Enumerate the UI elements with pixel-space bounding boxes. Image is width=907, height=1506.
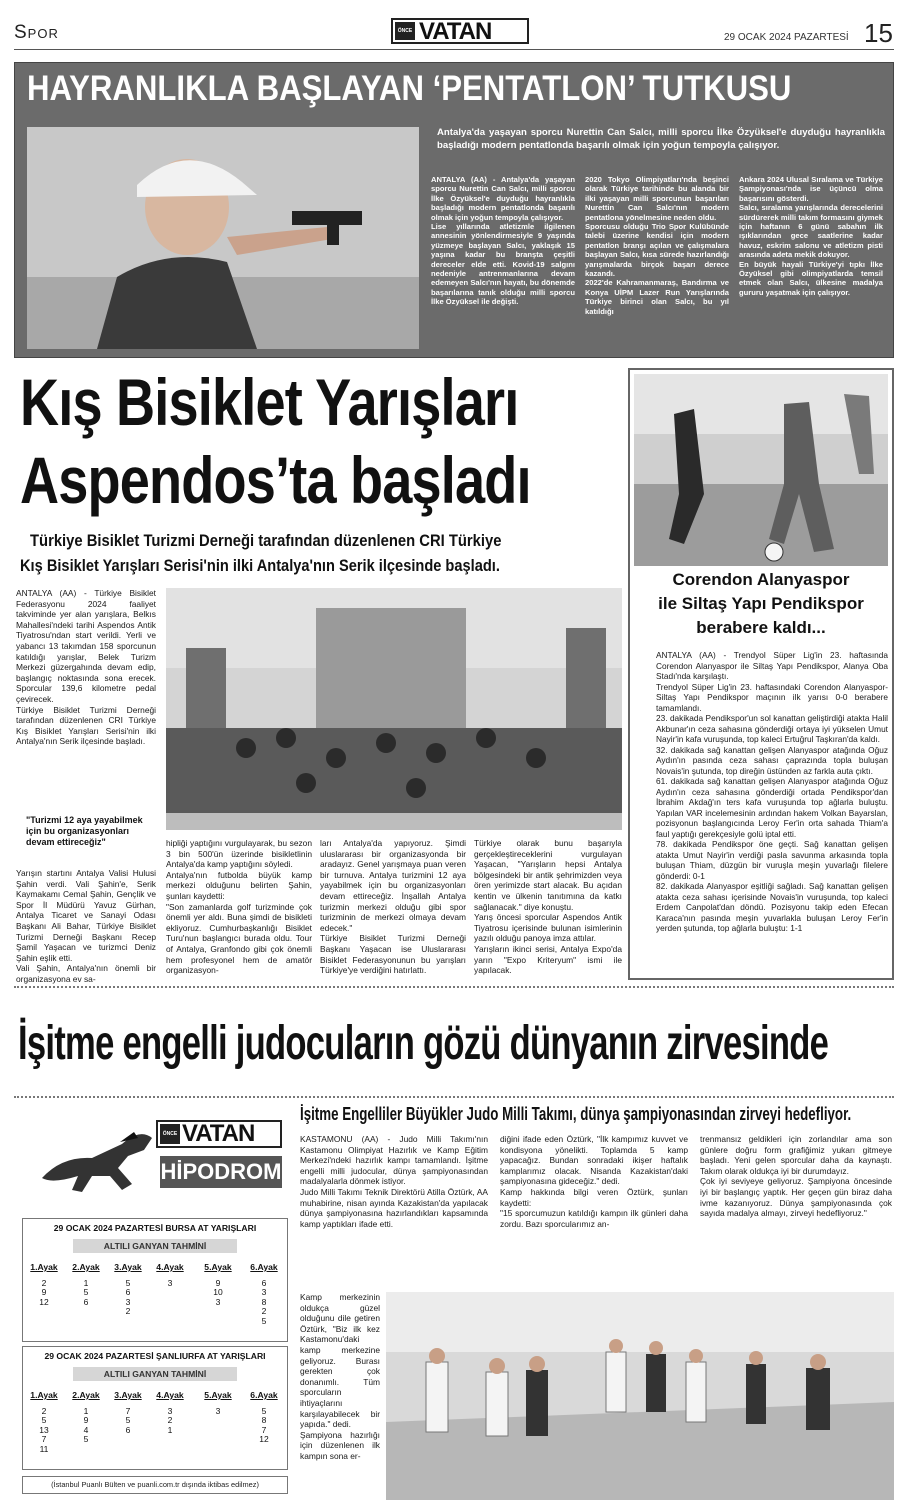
judo-col-1: KASTAMONU (AA) - Judo Milli Takımı'nın Kastamonu Olimpiyat Hazırlık ve Kamp Eğitim Merkezi'ndeki hazırlık kampı tamamlandı. İşitme engelli milli judocular, dünya şampiyonasından madalyalarla dönmek istiyor. Judo Milli Takımı Teknik Direktörü Atilla Öztürk, AA muhabirine, nisan ayında Kazakistan'da yapılacak dünya şampiyonasına hazırlandıkları kapsamında kamp yaptıkları ifade etti.: [300, 1134, 488, 1229]
shooter-illustration: [27, 127, 419, 349]
alanya-headline-2: ile Siltaş Yapı Pendikspor: [658, 594, 864, 613]
football-photo: [634, 374, 888, 566]
race-table-subtitle: ALTILI GANYAN TAHMİNİ: [73, 1367, 237, 1381]
race-table-cell: 3: [167, 1405, 173, 1416]
race-table-cell: 2: [41, 1405, 47, 1416]
vatan-logo: [391, 18, 529, 44]
date-line: 29 OCAK 2024 PAZARTESİ: [724, 32, 849, 43]
race-table-column: [113, 1263, 143, 1317]
race-table-cell: 5: [261, 1405, 267, 1416]
separator-top: [14, 986, 894, 988]
race-table-title: 29 OCAK 2024 PAZARTESİ BURSA AT YARIŞLARI: [53, 1223, 257, 1233]
bisiklet-col-4: Türkiye olarak bunu başarıyla gerçekleştireceklerini vurgulayan Yaşacan, "Yarışların hepsi Antalya bölgesindeki bir antik şehrimizden veya ören yerimizde start alacak. Bu açıdan kentin ve ülkenin tanıtımına da katkı sağlanacak." diye konuştu. Yarış öncesi sporcular Aspendos Antik Tiyatrosu içerisinde bulunan isimlerinin yazılı olduğu panoya imza attılar. Yarışların ikinci serisi, Antalya Expo'da yarın "Expo Kriteryum" ismi ile yapılacak.: [474, 838, 622, 976]
judo-col-1b: Kamp merkezinin oldukça güzel olduğunu dile getiren Öztürk, "Biz ilk kez Kastamonu'daki kamp merkezine geliyoruz. Burası gerekten çok donanımlı. Tüm sporcuların ihtiyaçlarını karşılayabilecek bir yapıda." dedi. Şampiyona hazırlığı için düzenlenen ilk kampın sona er-: [300, 1292, 380, 1461]
alanya-body: ANTALYA (AA) - Trendyol Süper Lig'in 23. haftasında Corendon Alanyaspor ile Siltaş Yapı Pendikspor, Alanya Oba Stadı'nda karşılaştı. Trendyol Süper Lig'in 23. haftasındaki Corendon Alanyaspor-Siltaş Yapı Pendikspor maçının ilk yarısı 0-0 berabere tamamlandı. 23. dakikada Pendikspor'un sol kanattan geliştirdiği atakta Halil Akbunar'ın ceza sahasına gönderdiği ortaya iyi yükselen Umut Nayir'in kafa vuruşunda, top kaleci Ertuğrul Taşkıran'da kaldı. 32. dakikada sağ kanattan gelişen Alanyaspor atağında Oğuz Aydın'ın pasında ceza sahası çaprazında topla buluşan Novais'in şutunda, top direğin üstünden az farkla auta çıktı. 61. dakikada sağ kanattan gelişen Alanyaspor atağında Oğuz Aydın'ın ceza sahasına gönderdiği ortada Pendikspor'dan İbrahim Akdağ'ın ters kafa vuruşunda top ağlarla buluştu. Yapılan VAR incelemesinin ardından hakem Volkan Bayarslan, pozisyonun başlangıcında Leroy Fer'in orta sahada Thiam'a faul yaptığı gerekçesiyle golü iptal etti. 78. dakikada Pendikspor öne geçti. Sağ kanattan gelişen atakta Umut Nayir'in verdiği pasla savunma arkasında topla buluşan Thiam, düzgün bir vuruşla meşin yuvarlağı filelere gönderdi: 0-1 82. dakikada Alanyaspor eşitliği sağladı. Sağ kanattan gelişen atakta ceza sahası içerisinde Novais'in vuruşunda, top kaleci Erdem Canpolat'dan döndü. Pozisyonu takip eden Efecan Karaca'nın pasında meşin yuvarlakla buluşan Leroy Fer'in yerden şutunda, top ağlarla buluştu: 1-1: [656, 650, 888, 933]
race-table-column: [29, 1263, 59, 1307]
race-table-column: [71, 1263, 101, 1307]
hipodrom-tables: [22, 1218, 288, 1500]
bisiklet-headline-1: Kış Bisiklet Yarışları: [20, 365, 519, 439]
race-table: [22, 1346, 288, 1470]
race-table-header: 2.Ayak: [72, 1390, 100, 1400]
pentatlon-lead: Antalya'da yaşayan sporcu Nurettin Can Salcı, milli sporcu İlke Özyüksel'e duyduğu hayranlıkla başladığı modern pentatlonda başarılı olmak için yoğun tempoyla çalışıyor.: [437, 127, 885, 151]
race-table-cell: 3: [167, 1277, 173, 1288]
race-table-title: 29 OCAK 2024 PAZARTESİ ŞANLIURFA AT YARIŞLARI: [44, 1351, 266, 1361]
race-table-cell: 5: [125, 1415, 131, 1426]
race-table-cell: 10: [213, 1287, 223, 1298]
hipodrom-title: HİPODROM: [160, 1156, 282, 1188]
race-table-cell: 2: [261, 1306, 267, 1317]
hipodrom-logo-text: VATAN: [182, 1120, 255, 1147]
race-table-column: [155, 1391, 185, 1435]
bisiklet-deck-2: Kış Bisiklet Yarışları Serisi'nin ilki Antalya'nın Serik ilçesinde başladı.: [20, 556, 500, 575]
race-table-subtitle: ALTILI GANYAN TAHMİNİ: [73, 1239, 237, 1253]
race-table-cell: 5: [83, 1434, 89, 1445]
race-table-cell: 5: [83, 1287, 89, 1298]
race-table-header: 5.Ayak: [204, 1262, 232, 1272]
logo-text: VATAN: [419, 18, 492, 45]
hipodrom-vatan-box: [156, 1120, 282, 1148]
race-table-cell: 9: [83, 1415, 89, 1426]
hipodrom-logo-small: ÖNCE: [160, 1124, 180, 1144]
race-table-cell: 5: [125, 1277, 131, 1288]
race-table-column: [113, 1391, 143, 1435]
race-table-cell: 12: [39, 1296, 49, 1307]
judo-col-2: diğini ifade eden Öztürk, "İlk kampımız kuvvet ve kondisyona yönelikti. Toplamda 5 kamp yapacağız. Bundan sonradaki ikişer haftalık kamplarımız olacak. Nisanda Kazakistan'daki şampiyonasına gideceğiz." dedi. Kamp hakkında bilgi veren Öztürk, şunları kaydetti: "15 sporcumuzun katıldığı kampın ilk günleri daha zordu. Bazı sporcularımız an-: [500, 1134, 688, 1229]
race-table-cell: 2: [125, 1306, 131, 1317]
bisiklet-quote: "Turizmi 12 aya yayabilmek için bu organizasyonları devam ettireceğiz": [26, 815, 143, 847]
judo-deck: İşitme Engelliler Büyükler Judo Milli Takımı, dünya şampiyonasından zirveyi hedefliyor.: [300, 1104, 852, 1124]
race-table-header: 3.Ayak: [114, 1390, 142, 1400]
race-table-cell: 6: [125, 1287, 131, 1298]
race-table-cell: 6: [125, 1424, 131, 1435]
race-table-header: 1.Ayak: [30, 1262, 58, 1272]
race-table-cell: 2: [167, 1415, 173, 1426]
alanya-box: [628, 368, 894, 980]
race-table-column: [203, 1263, 233, 1307]
section-name: Spor: [14, 22, 59, 43]
bisiklet-col-left-2: Yarışın startını Antalya Valisi Hulusi Şahin verdi. Vali Şahin'e, Serik Kaymakamı Cemal Şahin, Gençlik ve Spor İl Müdürü Yavuz Gürhan, Antalya Ticaret ve Sanayi Odası Başkanı Ali Bahar, Türkiye Bisiklet Turizmi Derneği Başkanı Recep Şamil Yaşacan ve turizmci Deniz Şahin eşlik etti. Vali Şahin, Antalya'nın önemli bir organizasyona ev sa-: [16, 868, 156, 984]
race-table-cell: 7: [41, 1434, 47, 1445]
race-table-column: [203, 1391, 233, 1416]
race-table-cell: 13: [39, 1424, 49, 1435]
cycling-illustration: [166, 588, 622, 830]
race-table-cell: 7: [125, 1405, 131, 1416]
race-table-header: 4.Ayak: [156, 1390, 184, 1400]
judo-illustration: [386, 1292, 894, 1500]
judo-photo: [386, 1292, 894, 1500]
race-table-cell: 7: [261, 1424, 267, 1435]
race-table-cell: 12: [259, 1434, 269, 1445]
race-table-cell: 9: [41, 1287, 47, 1298]
pentatlon-col-1: ANTALYA (AA) - Antalya'da yaşayan sporcu Nurettin Can Salcı, milli sporcu İlke Özyüksel'e duyduğu hayranlıkla başladığı modern pentatlonda başarılı olmak için yoğun tempoyla çalışıyor. Lise yıllarında atletizmle ilgilenen annesinin yönlendirmesiyle 9 yaşında yüzmeye başlayan Salcı, yaklaşık 15 yaşına kadar bu branşta çeşitli dereceler elde etti. Kovid-19 salgını nedeniyle antrenmanlarına devam edemeyen Salcı'nın hayatı, bu dönemde başarılarına tanık olduğu milli sporcu İlke Özyüksel ile değişti.: [431, 175, 575, 307]
alanya-headline-1: Corendon Alanyaspor: [672, 570, 850, 589]
football-illustration: [634, 374, 888, 566]
pentatlon-headline: HAYRANLIKLA BAŞLAYAN ‘PENTATLON’ TUTKUSU: [27, 69, 792, 108]
pentatlon-block: [14, 62, 894, 358]
bisiklet-col-left: ANTALYA (AA) - Türkiye Bisiklet Federasyonu 2024 faaliyet takviminde yer alan yarışlara, Belkıs Mahallesi'ndeki tarihi Aspendos Antik Tiyatrosu'ndan start verildi. Yerli ve yabancı 13 takımdan 158 sporcunun katıldığı yarışlar, Belek Turizm Merkezi güzergahında devam edip, başlangıç noktasında sona erecek. Sporcular 139,6 kilometre pedal çevirecek. Türkiye Bisiklet Turizmi Derneği tarafından düzenlenen CRI Türkiye Kış Bisiklet Yarışları Serisi'nin ilki Antalya'nın Serik ilçesinde başladı.: [16, 588, 156, 747]
race-table-header: 6.Ayak: [250, 1390, 278, 1400]
race-table-cell: 5: [261, 1315, 267, 1326]
race-table-column: [29, 1391, 59, 1455]
race-table-cell: 9: [215, 1277, 221, 1288]
race-table-cell: 1: [167, 1424, 173, 1435]
bisiklet-headline-2: Aspendos’ta başladı: [20, 443, 531, 517]
race-table: [22, 1218, 288, 1342]
race-table-cell: 1: [83, 1277, 89, 1288]
race-table-header: 4.Ayak: [156, 1262, 184, 1272]
pentatlon-col-3: Ankara 2024 Ulusal Sıralama ve Türkiye Şampiyonası'nda ise üçüncü olma başarısını gösterdi. Salcı, sıralama yarışlarında derecelerini sürdürerek milli takım formasını giymek için haftanın 6 günü sabahın ilk ışıklarından gece saatlerine kadar havuz, eskrim salonu ve atletizm pisti arasında adeta mekik dokuyor. En büyük hayali Türkiye'yi tıpkı İlke Özyüksel gibi olimpiyatlarda temsil etmek olan Salcı, ülkesine madalya gururu yaşatmak için çalışıyor.: [739, 175, 883, 297]
bisiklet-col-3: ları Antalya'da yapıyoruz. Şimdi uluslararası bir organizasyonda bir aradayız. Genel yarışmaya puan veren bir turnuva. Antalya turizmini 12 aya yayabilmek için bu organizasyonları devam ettireceğiz. İnşallah Antalya turizmin merkezi olduğu gibi spor turizminin de merkezi olmaya devam edecek." Türkiye Bisiklet Turizmi Derneği Başkanı Yaşacan ise Uluslararası Bisiklet Federasyonunun bu yarışları Türkiye'ye verdiğini hatırlattı.: [320, 838, 466, 976]
logo-small-text: ÖNCE: [395, 22, 415, 40]
race-table-header: 6.Ayak: [250, 1262, 278, 1272]
race-table-header: 5.Ayak: [204, 1390, 232, 1400]
separator-judo: [14, 1096, 894, 1098]
race-table-column: [71, 1391, 101, 1445]
race-table-column: [249, 1263, 279, 1327]
alanya-headline-3: berabere kaldı...: [696, 618, 826, 637]
race-table-cell: 8: [261, 1415, 267, 1426]
race-table-cell: 6: [83, 1296, 89, 1307]
bisiklet-deck-1: Türkiye Bisiklet Turizmi Derneği tarafından düzenlenen CRI Türkiye: [30, 531, 502, 550]
race-table-header: 1.Ayak: [30, 1390, 58, 1400]
race-table-cell: 3: [125, 1296, 131, 1307]
pentatlon-col-2: 2020 Tokyo Olimpiyatları'nda beşinci olarak Türkiye tarihinde bu alanda bir ilki yaşayan milli sporcunun başarıları Nurettin Can Salcı'nın modern pentatlona yönelmesine neden oldu. Sporcusu olduğu Trio Spor Kulübünde talebi üzerine kendisi için modern pentatlon branşı açılan ve çalışmalara başlayan Salcı, kısa sürede hazırlandığı yarışmalarda birçok başarı derece kazandı. 2022'de Kahramanmaraş, Bandırma ve Konya UİPM Lazer Run Yarışlarında Türkiye birinci olan Salcı, bu yıl katıldığı: [585, 175, 729, 316]
race-table-cell: 3: [261, 1287, 267, 1298]
race-table-column: [249, 1391, 279, 1445]
race-table-column: [155, 1263, 185, 1288]
judo-headline: İşitme engelli judocuların gözü dünyanın zirvesinde: [18, 1017, 829, 1070]
race-table-cell: 1: [83, 1405, 89, 1416]
hipodrom-footer: (İstanbul Puanlı Bülten ve puanli.com.tr dışında iktibas edilmez): [22, 1476, 288, 1494]
race-table-cell: 4: [83, 1424, 89, 1435]
judo-col-3: trenmansız geldikleri için zorlandılar ama son günlere doğru form grafiğimiz yukarı gitmeye başladı. Yeni gelen sporcular daha da kaynaştı. Takım olarak oldukça iyi bir durumdayız. Çok iyi seviyeye geliyoruz. Şampiyona öncesinde iyi bir başlangıç yaptık. Her geçen gün biraz daha ivme kazanıyoruz. Dünya şampiyonasında çok sayıda madalya almayı, zirveyi hedefliyoruz.": [700, 1134, 892, 1219]
page-number: 15: [864, 18, 893, 48]
masthead: [14, 14, 894, 50]
race-table-header: 2.Ayak: [72, 1262, 100, 1272]
race-table-cell: 8: [261, 1296, 267, 1307]
race-table-cell: 5: [41, 1415, 47, 1426]
race-table-cell: 11: [39, 1443, 49, 1454]
bisiklet-col-2: hipliği yaptığını vurgulayarak, bu sezon 3 bin 500'ün üzerinde bisikletlinin Antalya'da kamp yaptığını söyledi. Antalya'nın futbolda büyük kamp merkezi olduğunu belirten Şahin, şunları kaydetti: "Son zamanlarda golf turizminde çok önemli yer aldı. Buna şimdi de bisikleti ekliyoruz. Cumhurbaşkanlığı Bisiklet Turu'nun başlangıcı burada oldu. Tour of Antalya, Granfondo gibi çok önemli hem profesyonel hem de amatör organizasyon-: [166, 838, 312, 976]
race-table-header: 3.Ayak: [114, 1262, 142, 1272]
race-table-cell: 2: [41, 1277, 47, 1288]
hipodrom-logo: [22, 1106, 288, 1214]
race-table-cell: 6: [261, 1277, 267, 1288]
race-table-cell: 3: [215, 1296, 221, 1307]
shooter-photo: [27, 127, 419, 349]
race-table-cell: 3: [215, 1405, 221, 1416]
cycling-photo: [166, 588, 622, 830]
